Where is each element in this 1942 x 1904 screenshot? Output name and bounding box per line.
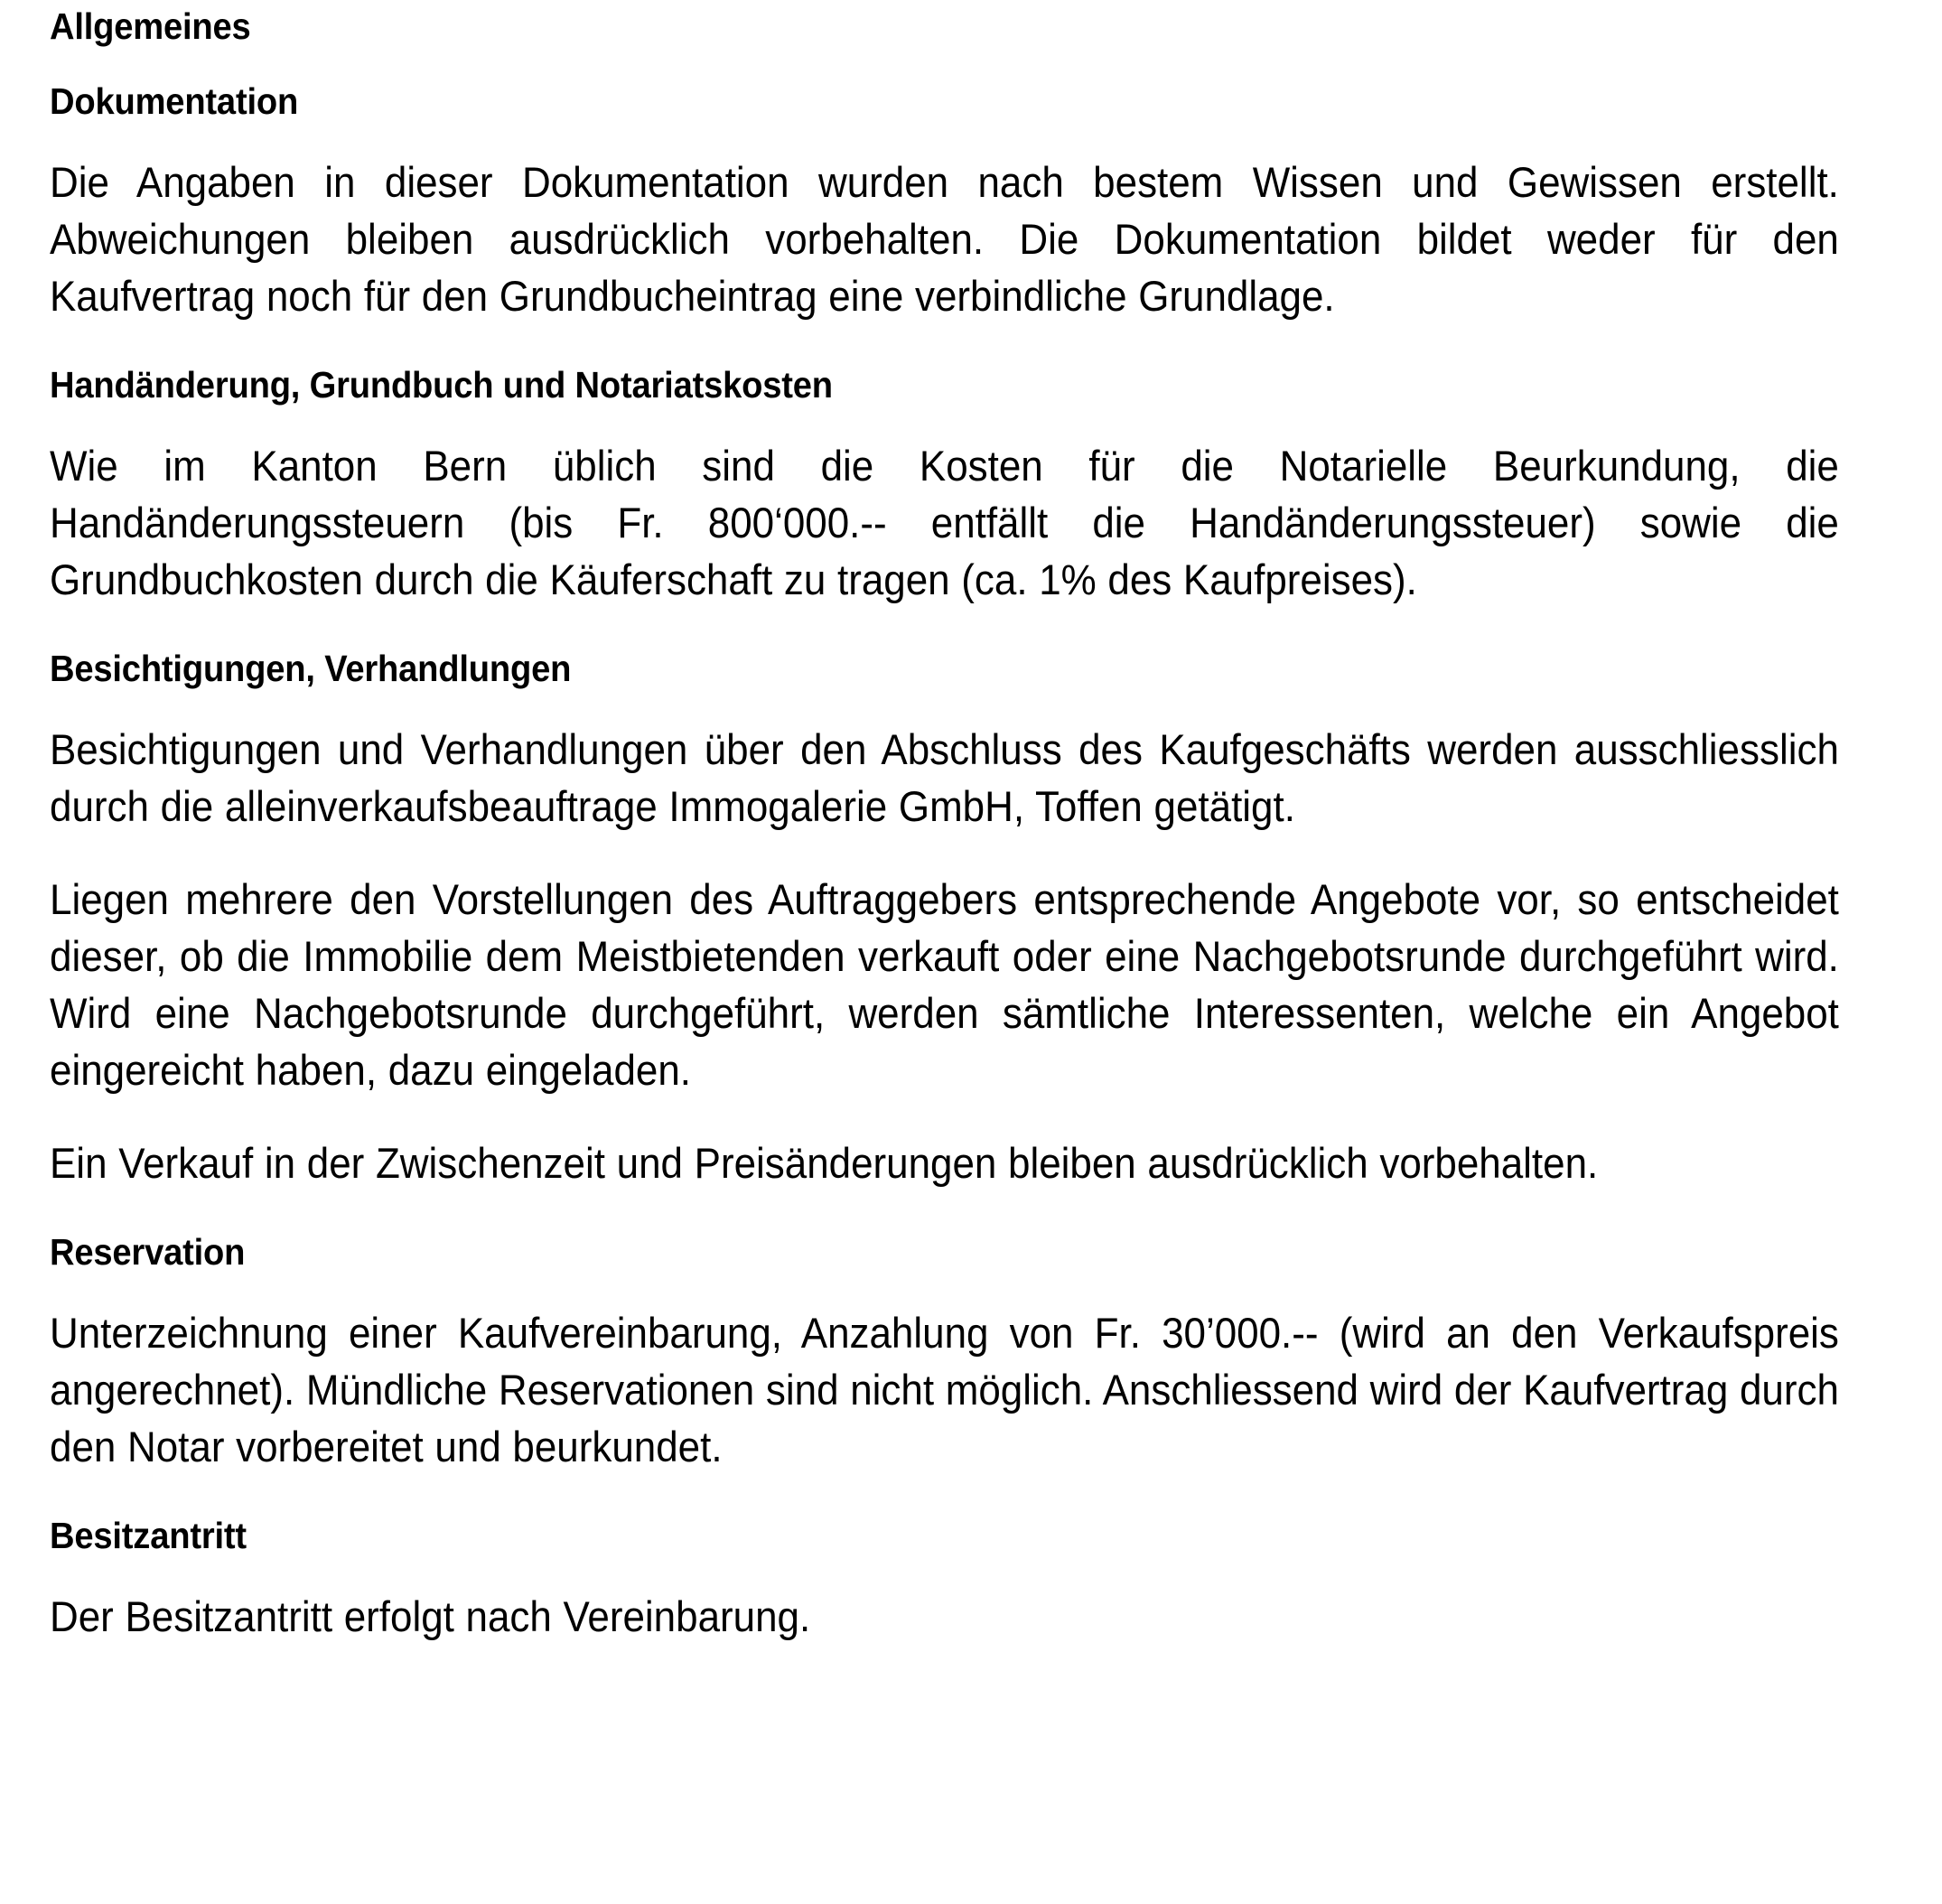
section-handaenderung (50, 366, 1838, 608)
section-heading-besichtigungen: Besichtigungen, Verhandlungen (50, 648, 572, 690)
section-heading-reservation: Reservation (50, 1231, 246, 1274)
section-heading-besitzantritt: Besitzantritt (50, 1515, 247, 1557)
paragraph-besichtigungen-2: Liegen mehrere den Vorstellungen des Auftraggebers entsprechende Angebote vor, so entscheidet dieser, ob die Immobilie dem Meistbietenden verkauft oder eine Nachgebotsrunde durchgeführt wird. Wird eine Nachgebotsrunde durchgeführt, werden sämtliche Interessenten, welche ein Angebot eingereicht haben, dazu eingeladen. (50, 875, 1839, 1095)
section-dokumentation (50, 82, 1838, 324)
paragraph-besichtigungen-1: Besichtigungen und Verhandlungen über den Abschluss des Kaufgeschäfts werden ausschliesslich durch die alleinverkaufsbeauftrage Immogalerie GmbH, Toffen getätigt. (50, 725, 1839, 831)
paragraph-handaenderung-1: Wie im Kanton Bern üblich sind die Kosten für die Notarielle Beurkundung, die Handänderungssteuern (bis Fr. 800‘000.-- entfällt die Handänderungssteuer) sowie die Grundbuchkosten durch die Käuferschaft zu tragen (ca. 1% des Kaufpreises). (50, 442, 1839, 604)
document-page (0, 7, 1942, 1904)
section-besichtigungen (50, 649, 1838, 1191)
section-heading-handaenderung: Handänderung, Grundbuch und Notariatskosten (50, 364, 833, 406)
paragraph-dokumentation-1: Die Angaben in dieser Dokumentation wurden nach bestem Wissen und Gewissen erstellt. Abweichungen bleiben ausdrücklich vorbehalten. Die Dokumentation bildet weder für den Kaufvertrag noch für den Grundbucheintrag eine verbindliche Grundlage. (50, 158, 1839, 321)
paragraph-reservation-1: Unterzeichnung einer Kaufvereinbarung, Anzahlung von Fr. 30’000.-- (wird an den Verkaufspreis angerechnet). Mündliche Reservationen sind nicht möglich. Anschliessend wird der Kaufvertrag durch den Notar vorbereitet und beurkundet. (50, 1309, 1839, 1471)
section-heading-dokumentation: Dokumentation (50, 80, 299, 123)
section-reservation (50, 1233, 1838, 1475)
section-besitzantritt (50, 1517, 1838, 1645)
page-title: Allgemeines (50, 5, 251, 47)
paragraph-besitzantritt-1: Der Besitzantritt erfolgt nach Vereinbarung. (50, 1592, 811, 1641)
paragraph-besichtigungen-3: Ein Verkauf in der Zwischenzeit und Preisänderungen bleiben ausdrücklich vorbehalten. (50, 1139, 1599, 1188)
